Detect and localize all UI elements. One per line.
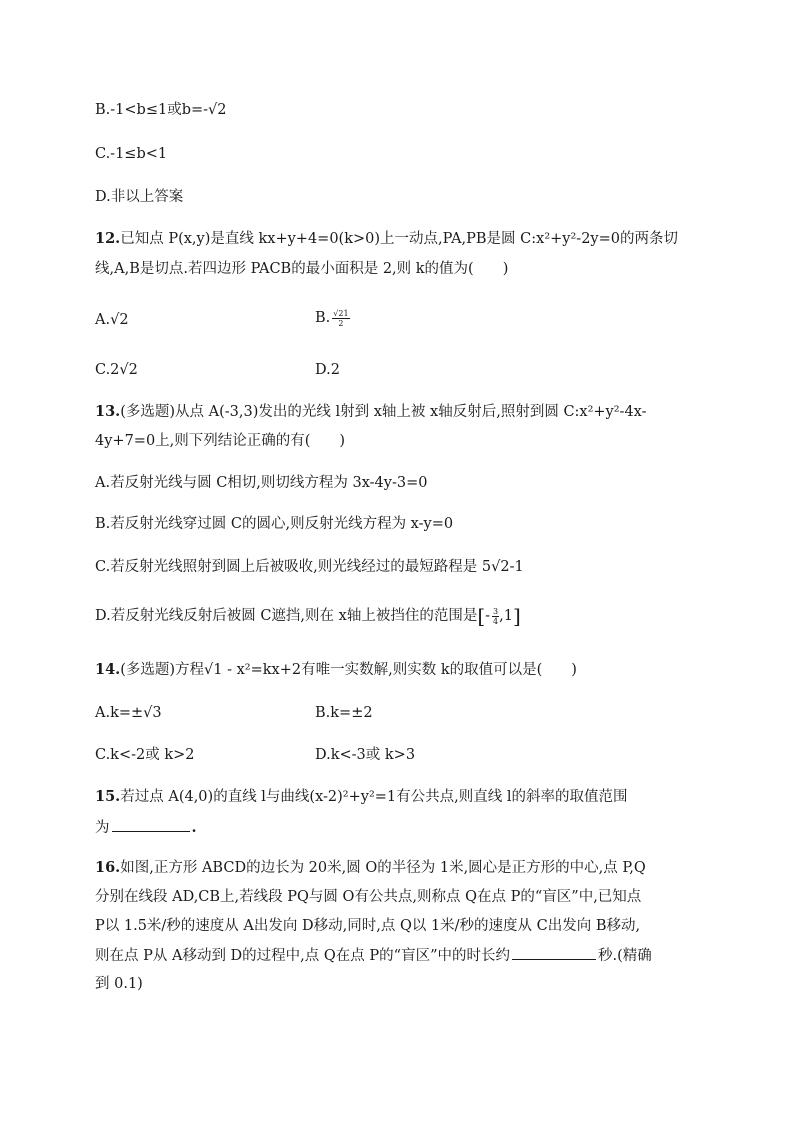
q15-text-line2: 为 . — [95, 819, 197, 836]
q12-number: 12. — [95, 230, 121, 247]
q12-text-line2: 线,A,B是切点.若四边形 PACB的最小面积是 2,则 k的值为( ) — [95, 261, 509, 277]
q12-option-a: A.√2 — [95, 312, 129, 328]
q16-text-line4: 则在点 P从 A移动到 D的过程中,点 Q在点 P的“盲区”中的时长约 秒.(精确 — [95, 945, 652, 966]
q13-option-a: A.若反射光线与圆 C相切,则切线方程为 3x-4y-3=0 — [95, 475, 428, 491]
q12-option-c: C.2√2 — [95, 362, 138, 378]
q14-number: 14. — [95, 661, 121, 678]
q13-text-line2: 4y+7=0上,则下列结论正确的有( ) — [95, 433, 346, 449]
q16-answer-blank[interactable] — [512, 945, 596, 960]
q14-option-d: D.k<-3或 k>3 — [315, 747, 416, 763]
q13-option-b: B.若反射光线穿过圆 C的圆心,则反射光线方程为 x-y=0 — [95, 516, 454, 532]
q15-number: 15. — [95, 788, 121, 805]
q12-option-b: B. $\frac{√21}{2}$ — [315, 308, 349, 328]
q11-option-d: D.非以上答案 — [95, 189, 184, 205]
q13-option-d: D.若反射光线反射后被圆 C遮挡,则在 x轴上被挡住的范围是[- $\frac{3}{4}$ ,1] — [95, 604, 521, 628]
q16-text-line3: P以 1.5米/秒的速度从 A出发向 D移动,同时,点 Q以 1米/秒的速度从 C出发向 B移动, — [95, 918, 641, 934]
q14-options-row1 — [95, 703, 373, 723]
q14-option-c: C.k<-2或 k>2 — [95, 747, 195, 763]
q14-option-b: B.k=±2 — [315, 705, 373, 721]
q13-option-c: C.若反射光线照射到圆上后被吸收,则光线经过的最短路程是 5√2-1 — [95, 559, 524, 575]
q12-options-row2 — [95, 360, 340, 380]
q14-options-row2 — [95, 745, 416, 765]
q14-text: 14.(多选题)方程√1 - x²=kx+2有唯一实数解,则实数 k的取值可以是( ) — [95, 661, 577, 678]
q13-number: 13. — [95, 403, 121, 420]
q16-text-line5: 到 0.1) — [95, 976, 143, 992]
q12-options-row1 — [95, 308, 349, 330]
q16-number: 16. — [95, 859, 121, 876]
q16-text-line1: 16.如图,正方形 ABCD的边长为 20米,圆 O的半径为 1米,圆心是正方形的中心,点 P,Q — [95, 859, 646, 876]
q13-text-line1: 13.(多选题)从点 A(-3,3)发出的光线 l射到 x轴上被 x轴反射后,照射到圆 C:x²+y²-4x- — [95, 403, 647, 420]
q15-text-line1: 15.若过点 A(4,0)的直线 l与曲线(x-2)²+y²=1有公共点,则直线 l的斜率的取值范围 — [95, 788, 628, 805]
q11-option-b: B.-1<b≤1或b=-√2 — [95, 102, 227, 118]
q14-option-a: A.k=±√3 — [95, 705, 162, 721]
q12-option-d: D.2 — [315, 362, 340, 378]
q15-answer-blank[interactable] — [112, 817, 190, 832]
q16-text-line2: 分别在线段 AD,CB上,若线段 PQ与圆 O有公共点,则称点 Q在点 P的“盲区”中,已知点 — [95, 889, 642, 905]
q12-text-line1: 12.已知点 P(x,y)是直线 kx+y+4=0(k>0)上一动点,PA,PB是圆 C:x²+y²-2y=0的两条切 — [95, 230, 678, 247]
q11-option-c: C.-1≤b<1 — [95, 146, 168, 162]
